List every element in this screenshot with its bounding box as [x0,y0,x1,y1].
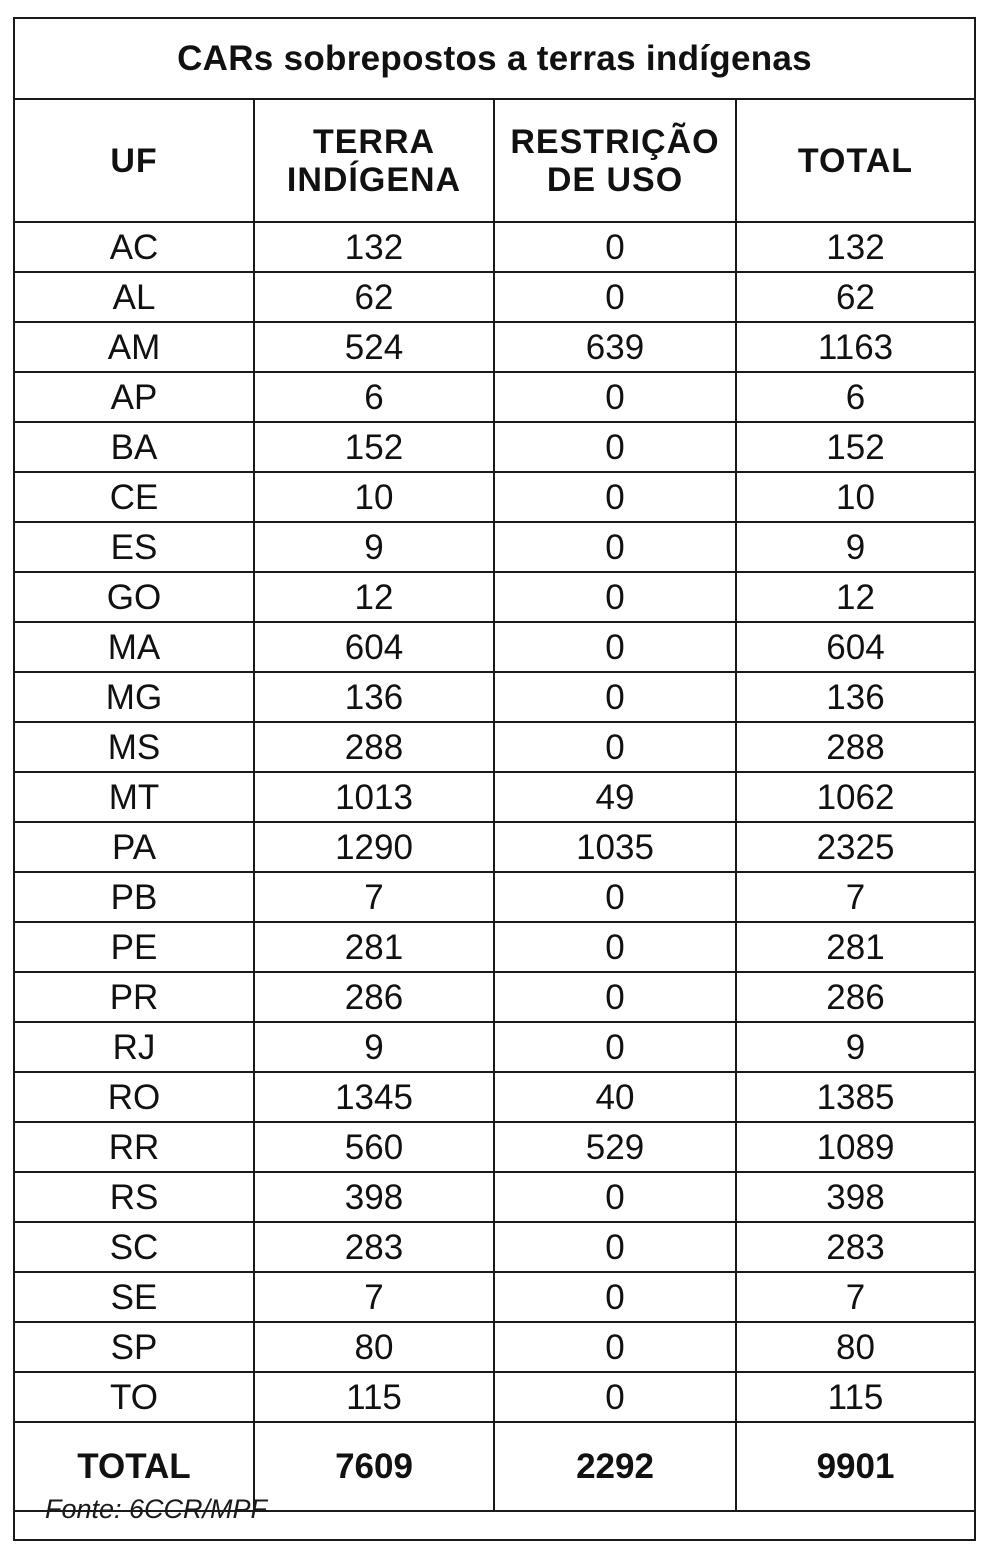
header-uf-label: UF [110,141,158,180]
cell-total: 283 [736,1222,974,1272]
cell-uf: RR [15,1122,254,1172]
cell-terra-indigena: 132 [254,222,494,272]
cell-uf: TO [15,1372,254,1422]
cell-restricao-de-uso: 0 [494,372,736,422]
cell-restricao-de-uso: 0 [494,1172,736,1222]
cell-total: 1089 [736,1122,974,1172]
cell-uf: MA [15,622,254,672]
cell-restricao-de-uso: 0 [494,622,736,672]
cell-uf: SC [15,1222,254,1272]
cell-restricao-de-uso: 0 [494,1372,736,1422]
cell-total: 2325 [736,822,974,872]
cell-restricao-de-uso: 40 [494,1072,736,1122]
totals-terra-indigena: 7609 [254,1422,494,1511]
table-row [15,1222,974,1272]
cell-terra-indigena: 560 [254,1122,494,1172]
cell-restricao-de-uso: 529 [494,1122,736,1172]
cell-terra-indigena: 1013 [254,772,494,822]
cell-restricao-de-uso: 49 [494,772,736,822]
cell-terra-indigena: 288 [254,722,494,772]
table-row [15,1122,974,1172]
cell-uf: PR [15,972,254,1022]
cell-uf: PE [15,922,254,972]
cell-total: 604 [736,622,974,672]
source-note: Fonte: 6CCR/MPF [45,1494,268,1524]
cell-restricao-de-uso: 0 [494,872,736,922]
cell-uf: GO [15,572,254,622]
cell-total: 62 [736,272,974,322]
cell-restricao-de-uso: 0 [494,1272,736,1322]
cell-uf: ES [15,522,254,572]
header-restricao-de-uso [494,100,736,222]
cell-total: 1163 [736,322,974,372]
cell-restricao-de-uso: 1035 [494,822,736,872]
totals-total: 9901 [736,1422,974,1511]
table-row [15,372,974,422]
table-title: CARs sobrepostos a terras indígenas [15,19,974,100]
table-row [15,1072,974,1122]
table-row [15,822,974,872]
totals-label: TOTAL [15,1422,254,1511]
cell-total: 288 [736,722,974,772]
header-total-label: TOTAL [797,141,914,180]
cell-terra-indigena: 152 [254,422,494,472]
cell-terra-indigena: 10 [254,472,494,522]
table-row [15,1322,974,1372]
header-uf [15,100,254,222]
cell-restricao-de-uso: 0 [494,1322,736,1372]
table-row [15,1372,974,1422]
totals-restricao-de-uso: 2292 [494,1422,736,1511]
table-row [15,1022,974,1072]
cell-restricao-de-uso: 0 [494,672,736,722]
cell-terra-indigena: 80 [254,1322,494,1372]
header-terra-line2: INDÍGENA [286,160,462,199]
table-row [15,672,974,722]
cell-total: 152 [736,422,974,472]
cell-terra-indigena: 9 [254,522,494,572]
cell-total: 132 [736,222,974,272]
cell-uf: AL [15,272,254,322]
table-row [15,322,974,372]
table-row [15,572,974,622]
header-terra-line1: TERRA [312,122,436,161]
table-row [15,622,974,672]
cell-terra-indigena: 9 [254,1022,494,1072]
cell-uf: BA [15,422,254,472]
header-restricao-line1: RESTRIÇÃO [510,122,720,161]
table-row [15,1272,974,1322]
data-table-frame [13,17,976,1541]
cell-terra-indigena: 136 [254,672,494,722]
cell-uf: AM [15,322,254,372]
cell-total: 136 [736,672,974,722]
header-terra-indigena [254,100,494,222]
cell-restricao-de-uso: 0 [494,522,736,572]
cell-restricao-de-uso: 0 [494,472,736,522]
cell-terra-indigena: 604 [254,622,494,672]
table-row [15,1172,974,1222]
cell-restricao-de-uso: 0 [494,572,736,622]
cell-restricao-de-uso: 0 [494,422,736,472]
table-row [15,872,974,922]
cell-restricao-de-uso: 0 [494,1022,736,1072]
table-row [15,772,974,822]
table-row [15,722,974,772]
cell-restricao-de-uso: 0 [494,272,736,322]
cell-uf: RJ [15,1022,254,1072]
cell-uf: SE [15,1272,254,1322]
table-row [15,222,974,272]
cell-terra-indigena: 281 [254,922,494,972]
cell-terra-indigena: 7 [254,1272,494,1322]
cell-total: 1385 [736,1072,974,1122]
header-restricao-line2: DE USO [546,160,684,199]
cell-total: 115 [736,1372,974,1422]
cell-total: 6 [736,372,974,422]
cell-total: 281 [736,922,974,972]
cell-restricao-de-uso: 0 [494,972,736,1022]
table-row [15,472,974,522]
cell-uf: MG [15,672,254,722]
cell-restricao-de-uso: 639 [494,322,736,372]
cell-uf: SP [15,1322,254,1372]
cell-total: 9 [736,1022,974,1072]
cell-uf: AP [15,372,254,422]
cell-uf: AC [15,222,254,272]
cell-restricao-de-uso: 0 [494,222,736,272]
cell-restricao-de-uso: 0 [494,922,736,972]
cell-restricao-de-uso: 0 [494,722,736,772]
cell-total: 286 [736,972,974,1022]
cell-uf: PB [15,872,254,922]
cell-terra-indigena: 283 [254,1222,494,1272]
cell-uf: PA [15,822,254,872]
cell-restricao-de-uso: 0 [494,1222,736,1272]
cell-total: 9 [736,522,974,572]
cell-total: 12 [736,572,974,622]
header-total [736,100,974,222]
cell-terra-indigena: 524 [254,322,494,372]
cell-total: 7 [736,872,974,922]
cell-uf: RO [15,1072,254,1122]
cell-total: 1062 [736,772,974,822]
header-row [15,100,974,222]
cell-terra-indigena: 6 [254,372,494,422]
cell-terra-indigena: 1345 [254,1072,494,1122]
cell-terra-indigena: 12 [254,572,494,622]
cell-uf: CE [15,472,254,522]
cell-terra-indigena: 115 [254,1372,494,1422]
cell-terra-indigena: 1290 [254,822,494,872]
cell-terra-indigena: 62 [254,272,494,322]
table-row [15,522,974,572]
cell-uf: MS [15,722,254,772]
cell-terra-indigena: 286 [254,972,494,1022]
cell-total: 80 [736,1322,974,1372]
cell-terra-indigena: 398 [254,1172,494,1222]
cell-uf: RS [15,1172,254,1222]
table-body [15,222,974,1422]
cell-total: 398 [736,1172,974,1222]
cell-uf: MT [15,772,254,822]
cell-total: 7 [736,1272,974,1322]
data-table [15,100,974,1512]
cell-terra-indigena: 7 [254,872,494,922]
table-row [15,272,974,322]
table-row [15,922,974,972]
table-row [15,422,974,472]
cell-total: 10 [736,472,974,522]
table-row [15,972,974,1022]
